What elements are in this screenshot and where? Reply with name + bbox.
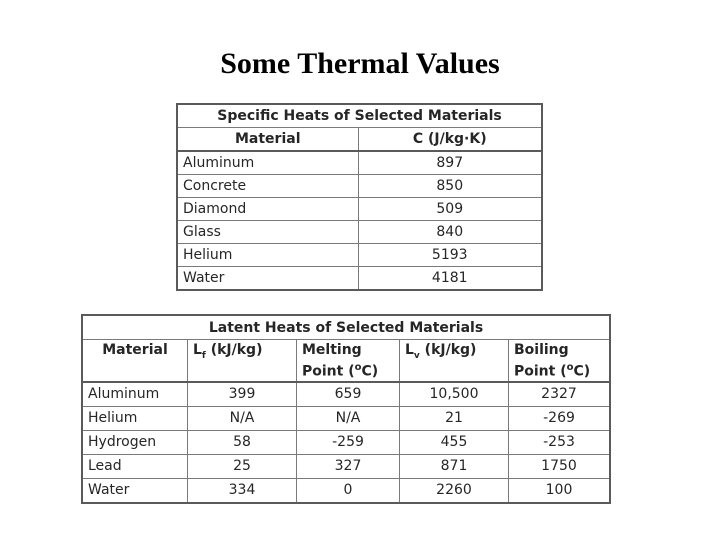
- table-row: [177, 198, 542, 221]
- latent-heat-fusion-cell: N/A: [188, 406, 297, 430]
- material-cell: Helium: [82, 406, 188, 430]
- column-header-melting-point: Melting Point ($^o$C): [297, 340, 400, 382]
- latent-heat-vaporization-cell: 2260: [400, 478, 509, 503]
- latent-heat-vaporization-cell: 21: [400, 406, 509, 430]
- latent-heat-fusion-cell: 25: [188, 454, 297, 478]
- melting-point-cell: 327: [297, 454, 400, 478]
- boiling-point-cell: -253: [509, 430, 611, 454]
- material-cell: Water: [177, 267, 358, 291]
- specific-heat-cell: 897: [358, 151, 542, 175]
- material-cell: Concrete: [177, 175, 358, 198]
- material-cell: Diamond: [177, 198, 358, 221]
- table-row: [82, 478, 610, 503]
- material-cell: Hydrogen: [82, 430, 188, 454]
- latent-heat-vaporization-cell: 10,500: [400, 382, 509, 407]
- latent-heat-vaporization-cell: 455: [400, 430, 509, 454]
- column-header-material: Material: [177, 128, 358, 152]
- table-row: [177, 175, 542, 198]
- column-header-boiling-point: Boiling Point ($^o$C): [509, 340, 611, 382]
- column-header-latent-heat-vaporization: $L_v$ (kJ/kg): [400, 340, 509, 382]
- specific-heat-cell: 509: [358, 198, 542, 221]
- material-cell: Glass: [177, 221, 358, 244]
- specific-heat-cell: 840: [358, 221, 542, 244]
- boiling-point-cell: 2327: [509, 382, 611, 407]
- material-cell: Lead: [82, 454, 188, 478]
- melting-point-cell: 0: [297, 478, 400, 503]
- latent-heat-fusion-cell: 58: [188, 430, 297, 454]
- table-row: [82, 406, 610, 430]
- latent-heats-caption: Latent Heats of Selected Materials: [82, 315, 610, 340]
- boiling-point-cell: 100: [509, 478, 611, 503]
- table-row: [177, 244, 542, 267]
- boiling-point-cell: 1750: [509, 454, 611, 478]
- slide-title: Some Thermal Values: [220, 47, 500, 80]
- material-cell: Aluminum: [82, 382, 188, 407]
- table-row: [177, 221, 542, 244]
- material-cell: Aluminum: [177, 151, 358, 175]
- table-row: [177, 151, 542, 175]
- latent-heat-fusion-cell: 334: [188, 478, 297, 503]
- material-cell: Water: [82, 478, 188, 503]
- latent-heats-table: [81, 314, 611, 504]
- column-header-latent-heat-fusion: $L_f$ (kJ/kg): [188, 340, 297, 382]
- table-row: [82, 454, 610, 478]
- table-row: [177, 267, 542, 291]
- melting-point-cell: 659: [297, 382, 400, 407]
- table-row: [82, 430, 610, 454]
- specific-heat-cell: 850: [358, 175, 542, 198]
- specific-heat-cell: 4181: [358, 267, 542, 291]
- column-header-specific-heat: C (J/kg·K): [358, 128, 542, 152]
- column-header-material: Material: [82, 340, 188, 382]
- boiling-point-cell: -269: [509, 406, 611, 430]
- specific-heat-cell: 5193: [358, 244, 542, 267]
- latent-heat-vaporization-cell: 871: [400, 454, 509, 478]
- melting-point-cell: -259: [297, 430, 400, 454]
- melting-point-cell: N/A: [297, 406, 400, 430]
- table-row: [82, 382, 610, 407]
- material-cell: Helium: [177, 244, 358, 267]
- specific-heats-table: [176, 103, 543, 291]
- specific-heats-caption: Specific Heats of Selected Materials: [177, 104, 542, 128]
- latent-heat-fusion-cell: 399: [188, 382, 297, 407]
